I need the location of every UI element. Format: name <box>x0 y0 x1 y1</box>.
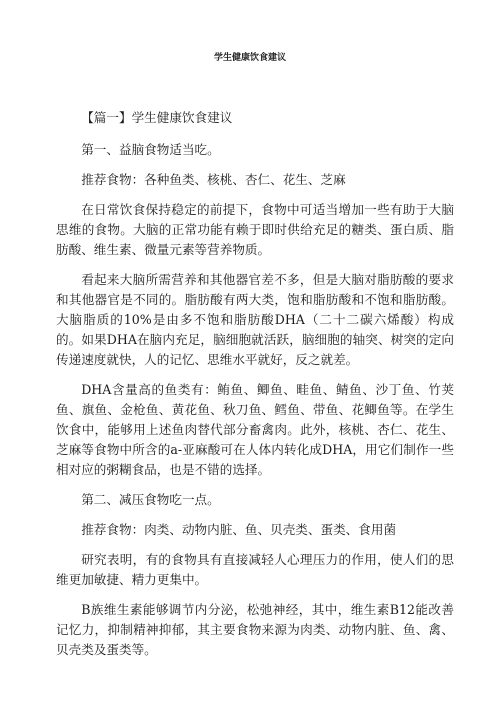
paragraph: 研究表明，有的食物具有直接减轻人心理压力的作用，使人们的思维更加敏捷、精力更集中。 <box>56 552 454 587</box>
paragraph: B族维生素能够调节内分泌，松弛神经，其中，维生素B12能改善记忆力，抑制精神抑郁，其主要食物来源为肉类、动物内脏、鱼、禽、贝壳类及蛋类等。 <box>56 602 454 657</box>
paragraph: DHA含量高的鱼类有：鲔鱼、鲫鱼、畦鱼、鲭鱼、沙丁鱼、竹荚鱼、旗鱼、金枪鱼、黄花鱼、秋刀鱼、鳕鱼、带鱼、花鲫鱼等。在学生饮食中，能够用上述鱼肉替代部分畜禽肉。此外，核桃、杏仁、花生、芝麻等食物中所含的a-亚麻酸可在人体内转化成DHA，用它们制作一些相对应的粥糊食品，也是不错的选择。 <box>56 382 454 477</box>
paragraph: 第二、减压食物吃一点。 <box>81 492 220 507</box>
paragraph: 推荐食物：各种鱼类、核桃、杏仁、花生、芝麻 <box>81 172 346 187</box>
paragraph: 第一、益脑食物适当吃。 <box>81 142 220 157</box>
paragraph: 看起来大脑所需营养和其他器官差不多，但是大脑对脂肪酸的要求和其他器官是不同的。脂肪酸有两大类，饱和脂肪酸和不饱和脂肪酸。大脑脂质的10%是由多不饱和脂肪酸DHA（二十二碳六烯酸）构成的。如果DHA在脑内充足，脑细胞就活跃，脑细胞的轴突、树突的定向传递速度就快，人的记忆、思维水平就好，反之就差。 <box>56 272 454 367</box>
document-body <box>56 108 454 670</box>
document-title: 学生健康饮食建议 <box>213 53 286 63</box>
paragraph: 在日常饮食保持稳定的前提下，食物中可适当增加一些有助于大脑思维的食物。大脑的正常功能有赖于即时供给充足的糖类、蛋白质、脂肪酸、维生素、微量元素等营养物质。 <box>56 202 454 257</box>
section-heading: 【篇一】学生健康饮食建议 <box>81 110 233 125</box>
paragraph: 推荐食物：肉类、动物内脏、鱼、贝壳类、蛋类、食用菌 <box>81 522 397 537</box>
